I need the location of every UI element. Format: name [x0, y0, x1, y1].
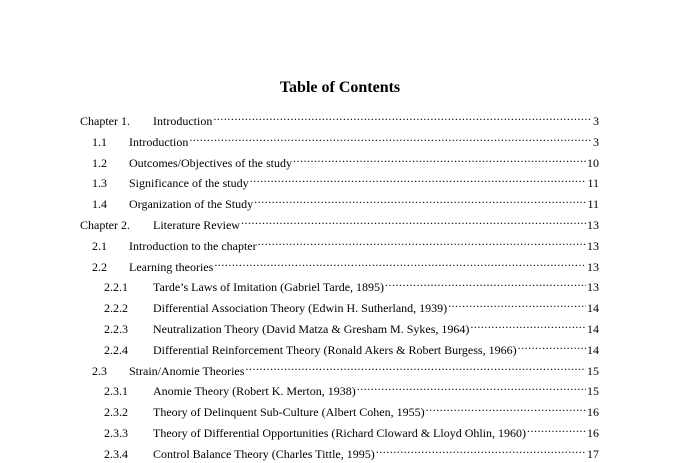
- toc-entry-number: 2.2.3: [104, 322, 128, 336]
- toc-entry-page-number: 13: [587, 218, 599, 232]
- toc-entry-title: Differential Reinforcement Theory (Ronald Akers & Robert Burgess, 1966): [153, 342, 517, 357]
- toc-entry-title: Outcomes/Objectives of the study: [129, 155, 292, 170]
- toc-entry-page-number: 13: [587, 280, 599, 295]
- dot-leader: [245, 357, 586, 375]
- toc-entry[interactable]: [92, 232, 599, 253]
- toc-entry[interactable]: [92, 357, 599, 378]
- toc-entry-title: Strain/Anomie Theories: [129, 363, 245, 378]
- toc-entry[interactable]: [104, 419, 599, 440]
- toc-entry-page-number: 14: [587, 301, 599, 316]
- toc-entry[interactable]: [92, 169, 599, 191]
- toc-entry-page-number: 13: [587, 238, 599, 253]
- toc-entry-number: 2.3.2: [104, 405, 128, 420]
- toc-entry-page-number: 16: [587, 426, 599, 440]
- toc-entry-page-number: 11: [587, 197, 599, 212]
- toc-entry[interactable]: [80, 107, 599, 128]
- toc-entry-page-number: 3: [593, 114, 599, 128]
- toc-entry-page-number: 15: [587, 363, 599, 378]
- toc-entry-number: 2.3.3: [104, 426, 128, 440]
- toc-entry-title: Control Balance Theory (Charles Tittle, 1995): [153, 446, 375, 461]
- toc-entry-number: 1.1: [92, 134, 107, 149]
- toc-entry-number: 2.2.1: [104, 280, 128, 295]
- toc-entry-title: Anomie Theory (Robert K. Merton, 1938): [153, 384, 356, 399]
- toc-entry-page-number: 11: [587, 176, 599, 191]
- page-title: Table of Contents: [279, 79, 401, 96]
- toc-entry-page-number: 3: [593, 134, 599, 149]
- toc-entry[interactable]: [104, 336, 599, 357]
- toc-entry-page-number: 17: [587, 446, 599, 461]
- dot-leader: [376, 440, 586, 458]
- dot-leader: [426, 398, 586, 416]
- toc-entry-title: Introduction: [129, 134, 189, 149]
- toc-entry-number: Chapter 2.: [80, 218, 130, 232]
- toc-entry[interactable]: [80, 211, 599, 232]
- toc-entry-number: 2.2: [92, 259, 107, 274]
- toc-entry-title: Significance of the study: [129, 176, 249, 191]
- toc-entry-number: 1.4: [92, 197, 107, 212]
- dot-leader: [293, 149, 586, 167]
- toc-entry-number: 2.2.4: [104, 342, 128, 357]
- toc-entry[interactable]: [104, 398, 599, 420]
- toc-entry-title: Introduction: [153, 114, 213, 128]
- dot-leader: [518, 336, 586, 354]
- toc-entry[interactable]: [92, 128, 599, 149]
- dot-leader: [527, 419, 586, 437]
- toc-entry-title: Literature Review: [153, 218, 240, 232]
- dot-leader: [213, 107, 592, 125]
- dot-leader: [385, 273, 586, 291]
- toc-entry[interactable]: [104, 315, 599, 336]
- toc-entry-page-number: 10: [587, 155, 599, 170]
- toc-entry-title: Introduction to the chapter: [129, 238, 257, 253]
- toc-entry-number: 2.3: [92, 363, 107, 378]
- toc-entry[interactable]: [104, 294, 599, 316]
- toc-entry-number: Chapter 1.: [80, 114, 130, 128]
- toc-entry[interactable]: [92, 190, 599, 212]
- toc-entry-title: Organization of the Study: [129, 197, 254, 212]
- toc-entry-number: 2.3.4: [104, 446, 128, 461]
- dot-leader: [448, 294, 586, 312]
- toc-entry-number: 1.3: [92, 176, 107, 191]
- toc-entry-title: Neutralization Theory (David Matza & Gresham M. Sykes, 1964): [153, 322, 470, 336]
- toc-entry[interactable]: [92, 253, 599, 274]
- toc-entry-title: Learning theories: [129, 259, 214, 274]
- dot-leader: [189, 128, 592, 146]
- toc-entry-title: Theory of Differential Opportunities (Richard Cloward & Lloyd Ohlin, 1960): [153, 426, 527, 440]
- toc-entry-number: 1.2: [92, 155, 107, 170]
- toc-entry-number: 2.2.2: [104, 301, 128, 316]
- toc-entry[interactable]: [92, 149, 599, 170]
- toc-entry[interactable]: [104, 273, 599, 295]
- dot-leader: [258, 232, 586, 250]
- toc-entry-title: Tarde’s Laws of Imitation (Gabriel Tarde, 1895): [153, 280, 385, 295]
- toc-entry-number: 2.3.1: [104, 384, 128, 399]
- dot-leader: [241, 211, 586, 229]
- dot-leader: [470, 315, 586, 333]
- toc-entry-page-number: 13: [587, 259, 599, 274]
- toc-entry-page-number: 15: [587, 384, 599, 399]
- toc-entry-page-number: 14: [587, 322, 599, 336]
- toc-entry-page-number: 14: [587, 342, 599, 357]
- toc-entry-number: 2.1: [92, 238, 107, 253]
- toc-entry[interactable]: [104, 377, 599, 399]
- toc-entry-title: Differential Association Theory (Edwin H. Sutherland, 1939): [153, 301, 448, 316]
- dot-leader: [250, 169, 587, 187]
- dot-leader: [254, 190, 586, 208]
- toc-entry[interactable]: [104, 440, 599, 461]
- toc-entry-page-number: 16: [587, 405, 599, 420]
- dot-leader: [357, 377, 586, 395]
- dot-leader: [214, 253, 586, 271]
- toc-entry-title: Theory of Delinquent Sub-Culture (Albert Cohen, 1955): [153, 405, 425, 420]
